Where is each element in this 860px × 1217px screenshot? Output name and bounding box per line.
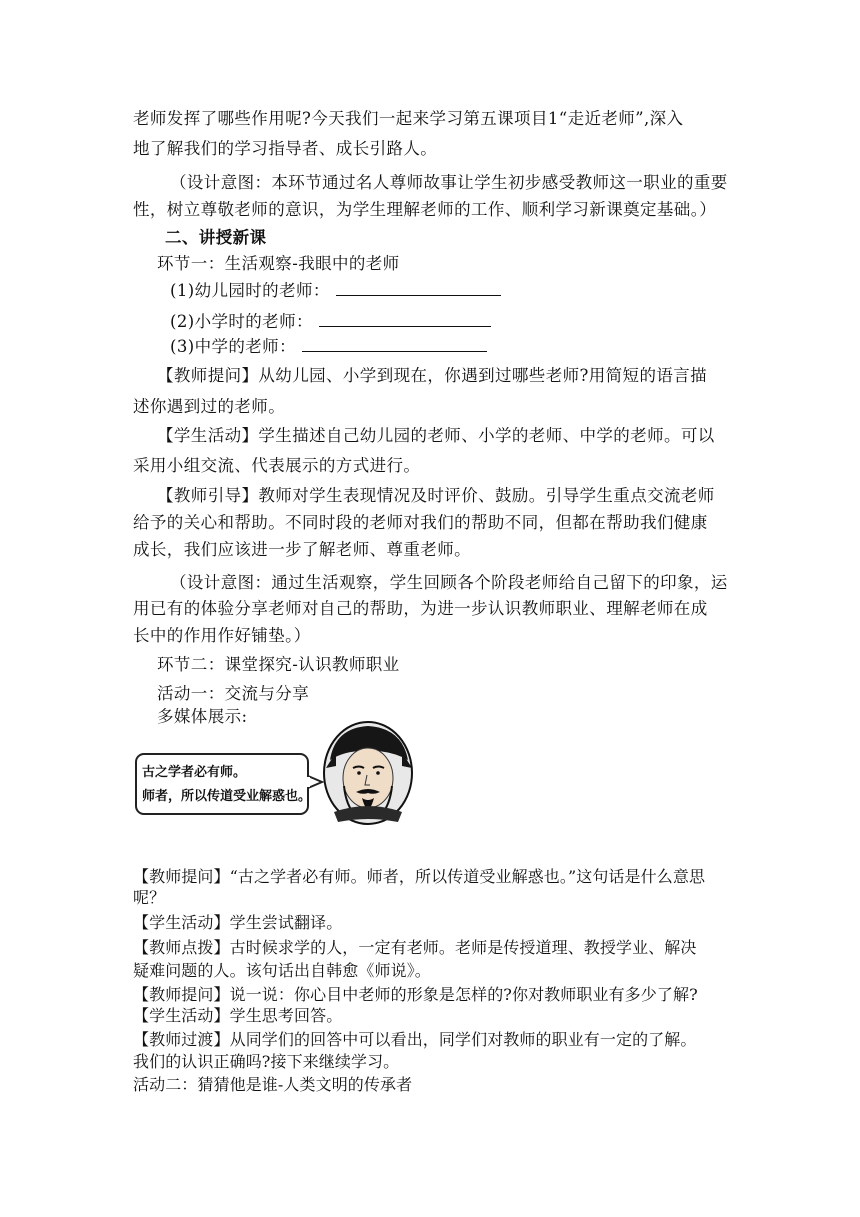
student-activity-1-line-1: 【学生活动】学生描述自己幼儿园的老师、小学的老师、中学的老师。可以 xyxy=(157,426,715,445)
fill-in-middle xyxy=(170,336,487,358)
design-intent-2-line-1: （设计意图：通过生活观察，学生回顾各个阶段老师给自己留下的印象，运 xyxy=(170,573,728,592)
teacher-question-2-line-1: 【教师提问】“古之学者必有师。师者，所以传道受业解惑也。”这句话是什么意思 xyxy=(133,867,706,886)
intro-line-1: 老师发挥了哪些作用呢?今天我们一起来学习第五课项目1“走近老师”,深入 xyxy=(133,109,684,128)
bubble-text-2: 师者，所以传道受业解惑也。 xyxy=(142,789,312,804)
student-activity-3: 【学生活动】学生思考回答。 xyxy=(133,1006,343,1025)
student-activity-2: 【学生活动】学生尝试翻译。 xyxy=(133,913,343,932)
fill-label: (3)中学的老师： xyxy=(170,337,296,356)
intro-line-2: 地了解我们的学习指导者、成长引路人。 xyxy=(133,139,438,158)
teacher-hint-line-1: 【教师点拨】古时候求学的人，一定有老师。老师是传授道理、教授学业、解决 xyxy=(133,938,697,957)
teacher-question-3: 【教师提问】说一说：你心目中老师的形象是怎样的?你对教师职业有多少了解? xyxy=(133,985,698,1004)
bubble-tail xyxy=(308,776,322,788)
teacher-hint-line-2: 疑难问题的人。该句话出自韩愈《师说》。 xyxy=(133,961,431,980)
portrait-figure xyxy=(130,720,430,840)
teacher-guide-line-2: 给予的关心和帮助。不同时段的老师对我们的帮助不同，但都在帮助我们健康 xyxy=(133,513,708,532)
link-one-heading: 环节一：生活观察-我眼中的老师 xyxy=(157,254,400,273)
answer-blank[interactable] xyxy=(319,312,491,327)
teacher-question-1-line-1: 【教师提问】从幼儿园、小学到现在，你遇到过哪些老师?用简短的语言描 xyxy=(157,366,708,385)
design-intent-1-line-1: （设计意图：本环节通过名人尊师故事让学生初步感受教师这一职业的重要 xyxy=(170,173,728,192)
fill-label: (2)小学时的老师： xyxy=(170,312,313,331)
teacher-question-1-line-2: 述你遇到过的老师。 xyxy=(133,397,286,416)
section-heading: 二、讲授新课 xyxy=(165,228,267,247)
teacher-transition-line-1: 【教师过渡】从同学们的回答中可以看出，同学们对教师的职业有一定的了解。 xyxy=(133,1030,697,1049)
design-intent-2-line-3: 长中的作用作好铺垫。） xyxy=(133,626,311,645)
teacher-question-2-line-2: 呢？ xyxy=(133,888,166,907)
speech-bubble xyxy=(136,754,308,814)
answer-blank[interactable] xyxy=(336,281,501,296)
fill-in-kindergarten xyxy=(170,280,501,302)
answer-blank[interactable] xyxy=(302,337,487,352)
teacher-guide-line-1: 【教师引导】教师对学生表现情况及时评价、鼓励。引导学生重点交流老师 xyxy=(157,486,715,505)
link-two-heading: 环节二：课堂探究-认识教师职业 xyxy=(157,655,400,674)
design-intent-1-line-2: 性，树立尊敬老师的意识，为学生理解老师的工作、顺利学习新课奠定基础。） xyxy=(133,200,717,219)
teacher-guide-line-3: 成长，我们应该进一步了解老师、尊重老师。 xyxy=(133,540,471,559)
han-yu-illustration xyxy=(130,720,430,840)
design-intent-2-line-2: 用已有的体验分享老师对自己的帮助，为进一步认识教师职业、理解老师在成 xyxy=(133,599,708,618)
bubble-text-1: 古之学者必有师。 xyxy=(142,765,247,780)
activity-two-heading: 活动二：猜猜他是谁-人类文明的传承者 xyxy=(133,1075,413,1094)
face xyxy=(343,748,393,808)
fill-in-primary xyxy=(170,311,491,333)
student-activity-1-line-2: 采用小组交流、代表展示的方式进行。 xyxy=(133,456,421,475)
fill-label: (1)幼儿园时的老师： xyxy=(170,281,330,300)
activity-one-heading: 活动一：交流与分享 xyxy=(157,684,310,703)
teacher-transition-line-2: 我们的认识正确吗?接下来继续学习。 xyxy=(133,1052,400,1071)
multimedia-label: 多媒体展示: xyxy=(157,707,248,726)
